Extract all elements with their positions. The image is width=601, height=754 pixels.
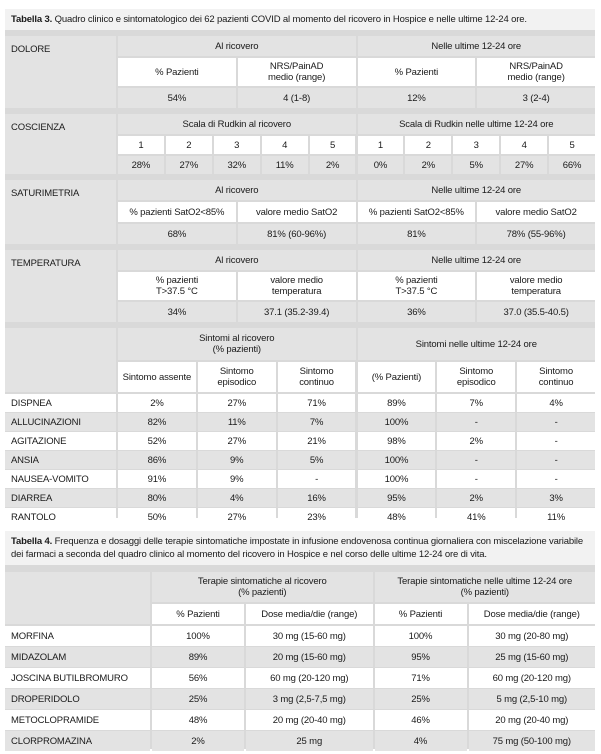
saturimetria-col-header: valore medio SatO2 — [238, 202, 356, 222]
drug-value: 25 mg (15-60 mg) — [469, 647, 596, 667]
symptom-value: - — [437, 413, 515, 431]
drug-value: 2% — [152, 731, 244, 751]
coscienza-value: 5% — [453, 156, 499, 174]
saturimetria-col-header: valore medio SatO2 — [477, 202, 595, 222]
symptom-value: - — [437, 470, 515, 488]
rudkin-score: 5 — [549, 136, 595, 154]
symptom-value: 95% — [358, 489, 436, 507]
dolore-col-header: NRS/PainAD medio (range) — [477, 58, 595, 86]
rudkin-score: 4 — [262, 136, 308, 154]
drug-value: 100% — [375, 626, 467, 646]
symptom-value: 23% — [278, 508, 356, 526]
rudkin-score: 2 — [405, 136, 451, 154]
symptom-value: 27% — [198, 508, 276, 526]
drug-name: MIDAZOLAM — [5, 647, 150, 667]
caption-label: Tabella 3. — [11, 14, 53, 25]
drug-value: 48% — [152, 710, 244, 730]
symptom-value: 4% — [198, 489, 276, 507]
coscienza-group-right: Scala di Rudkin nelle ultime 12-24 ore — [358, 114, 596, 134]
drug-value: 30 mg (15-60 mg) — [246, 626, 373, 646]
symptom-value: 86% — [118, 451, 196, 469]
drug-value: 20 mg (20-40 mg) — [246, 710, 373, 730]
symptom-name: AGITAZIONE — [5, 432, 116, 450]
saturimetria-value: 68% — [118, 224, 236, 244]
dolore-value: 54% — [118, 88, 236, 108]
symptom-name: RANTOLO — [5, 508, 116, 526]
symptom-value: - — [517, 432, 595, 450]
drug-name: JOSCINA BUTILBROMURO — [5, 668, 150, 688]
symptom-value: 89% — [358, 394, 436, 412]
table-4 — [5, 531, 595, 749]
drug-value: 89% — [152, 647, 244, 667]
symptom-value: 100% — [358, 413, 436, 431]
symptom-value: 11% — [198, 413, 276, 431]
symptom-value: 9% — [198, 451, 276, 469]
drug-value: 60 mg (20-120 mg) — [246, 668, 373, 688]
coscienza-value: 27% — [166, 156, 212, 174]
dolore-label: DOLORE — [5, 36, 116, 108]
coscienza-value: 27% — [501, 156, 547, 174]
symptom-value: 7% — [278, 413, 356, 431]
symptom-value: 91% — [118, 470, 196, 488]
symptom-value: 2% — [437, 432, 515, 450]
temperatura-value: 37.1 (35.2-39.4) — [238, 302, 356, 322]
drug-value: 25% — [375, 689, 467, 709]
rudkin-score: 2 — [166, 136, 212, 154]
sintomi-corner — [5, 328, 116, 392]
coscienza-label: COSCIENZA — [5, 114, 116, 174]
symptom-value: 80% — [118, 489, 196, 507]
symptom-value: 100% — [358, 470, 436, 488]
rudkin-score: 3 — [453, 136, 499, 154]
symptom-value: 5% — [278, 451, 356, 469]
drug-value: 25% — [152, 689, 244, 709]
sintomi-col-header: Sintomo episodico — [437, 362, 515, 392]
rudkin-score: 4 — [501, 136, 547, 154]
symptom-value: 48% — [358, 508, 436, 526]
dolore-col-header: % Pazienti — [358, 58, 476, 86]
symptom-value: 27% — [198, 394, 276, 412]
dolore-group-right: Nelle ultime 12-24 ore — [358, 36, 596, 56]
symptom-name: DIARREA — [5, 489, 116, 507]
symptom-value: 52% — [118, 432, 196, 450]
symptom-value: - — [517, 451, 595, 469]
drug-value: 4% — [375, 731, 467, 751]
symptom-value: 50% — [118, 508, 196, 526]
drug-value: 25 mg — [246, 731, 373, 751]
drug-value: 95% — [375, 647, 467, 667]
symptom-value: 11% — [517, 508, 595, 526]
dolore-value: 3 (2-4) — [477, 88, 595, 108]
sintomi-col-header: Sintomo assente — [118, 362, 196, 392]
table-3-caption — [5, 9, 595, 30]
temperatura-col-header: % pazienti T>37.5 °C — [358, 272, 476, 300]
symptom-value: - — [517, 413, 595, 431]
sintomi-col-header: Sintomo continuo — [278, 362, 356, 392]
symptom-name: ALLUCINAZIONI — [5, 413, 116, 431]
dolore-value: 4 (1-8) — [238, 88, 356, 108]
symptom-value: 7% — [437, 394, 515, 412]
drug-value: 75 mg (50-100 mg) — [469, 731, 596, 751]
symptom-value: 82% — [118, 413, 196, 431]
symptom-value: 41% — [437, 508, 515, 526]
therapy-col-header: Dose media/die (range) — [469, 604, 596, 624]
table-3 — [5, 9, 595, 523]
symptom-value: 2% — [437, 489, 515, 507]
drug-name: DROPERIDOLO — [5, 689, 150, 709]
saturimetria-col-header: % pazienti SatO2<85% — [118, 202, 236, 222]
drug-value: 56% — [152, 668, 244, 688]
drug-value: 46% — [375, 710, 467, 730]
drug-value: 3 mg (2,5-7,5 mg) — [246, 689, 373, 709]
symptom-value: - — [278, 470, 356, 488]
rudkin-score: 1 — [358, 136, 404, 154]
symptom-value: 100% — [358, 451, 436, 469]
temperatura-col-header: % pazienti T>37.5 °C — [118, 272, 236, 300]
sintomi-col-header: (% Pazienti) — [358, 362, 436, 392]
symptom-value: - — [437, 451, 515, 469]
coscienza-value: 66% — [549, 156, 595, 174]
sintomi-group-right: Sintomi nelle ultime 12-24 ore — [358, 328, 596, 360]
saturimetria-col-header: % pazienti SatO2<85% — [358, 202, 476, 222]
coscienza-value: 0% — [358, 156, 404, 174]
drug-value: 20 mg (15-60 mg) — [246, 647, 373, 667]
symptom-value: 98% — [358, 432, 436, 450]
symptom-value: 3% — [517, 489, 595, 507]
temperatura-value: 34% — [118, 302, 236, 322]
coscienza-value: 28% — [118, 156, 164, 174]
therapy-group-left: Terapie sintomatiche al ricovero (% pazienti) — [152, 572, 373, 602]
drug-value: 100% — [152, 626, 244, 646]
temperatura-col-header: valore medio temperatura — [477, 272, 595, 300]
coscienza-value: 32% — [214, 156, 260, 174]
symptom-name: DISPNEA — [5, 394, 116, 412]
table-4-corner — [5, 572, 150, 624]
symptom-value: 16% — [278, 489, 356, 507]
saturimetria-group-right: Nelle ultime 12-24 ore — [358, 180, 596, 200]
temperatura-label: TEMPERATURA — [5, 250, 116, 322]
therapy-col-header: % Pazienti — [375, 604, 467, 624]
drug-value: 5 mg (2,5-10 mg) — [469, 689, 596, 709]
dolore-group-left: Al ricovero — [118, 36, 356, 56]
saturimetria-value: 81% (60-96%) — [238, 224, 356, 244]
table-4-caption — [5, 531, 595, 565]
drug-name: METOCLOPRAMIDE — [5, 710, 150, 730]
caption-text: Frequenza e dosaggi delle terapie sintomatiche impostate in infusione endovenosa continua giornaliera con miscelazione variabile dei farmaci a seconda del quadro clinico al momento del ricovero in Hospice e nel corso delle ultime 12-24 ore di vita. — [11, 536, 584, 560]
temperatura-col-header: valore medio temperatura — [238, 272, 356, 300]
saturimetria-value: 78% (55-96%) — [477, 224, 595, 244]
symptom-value: - — [517, 470, 595, 488]
coscienza-value: 2% — [310, 156, 356, 174]
sintomi-group-left: Sintomi al ricovero (% pazienti) — [118, 328, 356, 360]
therapy-col-header: Dose media/die (range) — [246, 604, 373, 624]
symptom-value: 2% — [118, 394, 196, 412]
saturimetria-label: SATURIMETRIA — [5, 180, 116, 244]
drug-value: 60 mg (20-120 mg) — [469, 668, 596, 688]
rudkin-score: 1 — [118, 136, 164, 154]
symptom-value: 27% — [198, 432, 276, 450]
dolore-value: 12% — [358, 88, 476, 108]
symptom-value: 71% — [278, 394, 356, 412]
sintomi-col-header: Sintomo episodico — [198, 362, 276, 392]
therapy-group-right: Terapie sintomatiche nelle ultime 12-24 ore (% pazienti) — [375, 572, 596, 602]
symptom-value: 21% — [278, 432, 356, 450]
symptom-value: 9% — [198, 470, 276, 488]
dolore-col-header: % Pazienti — [118, 58, 236, 86]
rudkin-score: 5 — [310, 136, 356, 154]
dolore-col-header: NRS/PainAD medio (range) — [238, 58, 356, 86]
drug-name: MORFINA — [5, 626, 150, 646]
temperatura-group-right: Nelle ultime 12-24 ore — [358, 250, 596, 270]
drug-name: CLORPROMAZINA — [5, 731, 150, 751]
drug-value: 71% — [375, 668, 467, 688]
symptom-value: 4% — [517, 394, 595, 412]
coscienza-group-left: Scala di Rudkin al ricovero — [118, 114, 356, 134]
drug-value: 30 mg (20-80 mg) — [469, 626, 596, 646]
caption-text: Quadro clinico e sintomatologico dei 62 pazienti COVID al momento del ricovero in Hospice e nelle ultime 12-24 ore. — [52, 14, 527, 25]
rudkin-score: 3 — [214, 136, 260, 154]
coscienza-value: 11% — [262, 156, 308, 174]
drug-value: 20 mg (20-40 mg) — [469, 710, 596, 730]
saturimetria-group-left: Al ricovero — [118, 180, 356, 200]
caption-label: Tabella 4. — [11, 536, 53, 547]
sintomi-col-header: Sintomo continuo — [517, 362, 595, 392]
therapy-col-header: % Pazienti — [152, 604, 244, 624]
saturimetria-value: 81% — [358, 224, 476, 244]
symptom-name: NAUSEA-VOMITO — [5, 470, 116, 488]
temperatura-value: 37.0 (35.5-40.5) — [477, 302, 595, 322]
temperatura-value: 36% — [358, 302, 476, 322]
coscienza-value: 2% — [405, 156, 451, 174]
temperatura-group-left: Al ricovero — [118, 250, 356, 270]
symptom-name: ANSIA — [5, 451, 116, 469]
